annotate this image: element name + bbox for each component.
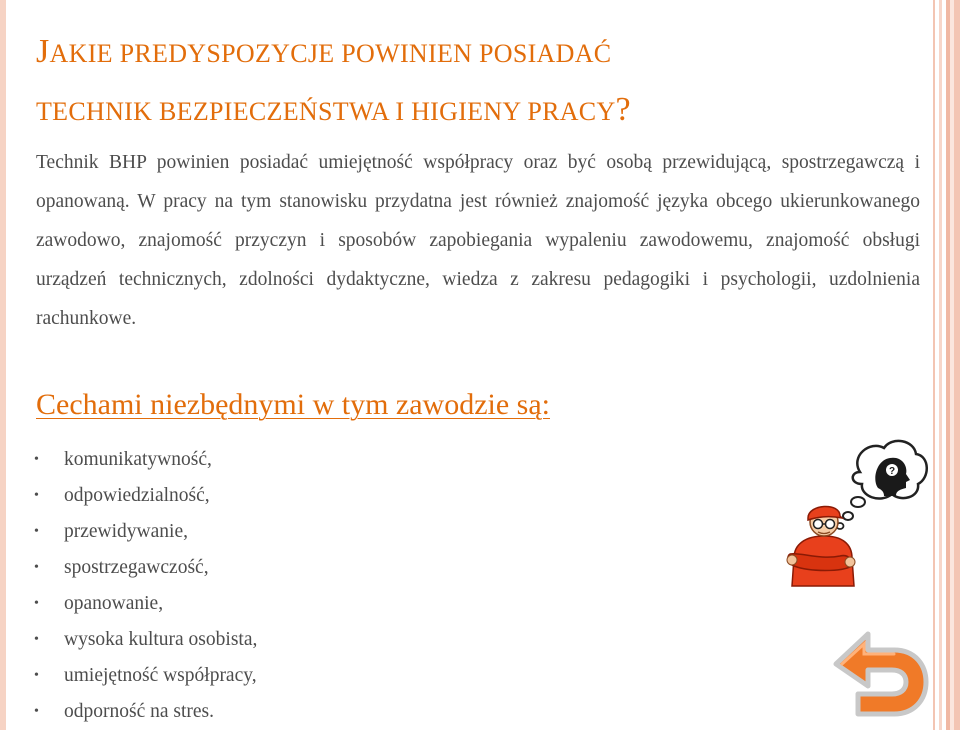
title-question-mark: ? — [615, 91, 631, 128]
title-line-1-text: AKIE PREDYSPOZYCJE POWINIEN POSIADAĆ — [49, 39, 612, 68]
list-item: • komunikatywność, — [34, 442, 257, 478]
list-item: • przewidywanie, — [34, 514, 257, 550]
title-line-2 — [36, 82, 916, 140]
title-line-2-text: TECHNIK BEZPIECZEŃSTWA I HIGIENY PRACY — [36, 97, 616, 126]
thinking-worker-icon — [780, 436, 930, 596]
traits-list — [34, 442, 257, 730]
back-arrow-icon — [836, 634, 926, 714]
list-item: • wysoka kultura osobista, — [34, 622, 257, 658]
list-item: • opanowanie, — [34, 586, 257, 622]
list-item: • spostrzegawczość, — [34, 550, 257, 586]
svg-text:?: ? — [888, 466, 896, 477]
left-border-stripe — [0, 0, 6, 730]
back-arrow-button[interactable] — [828, 626, 930, 722]
traits-heading: Cechami niezbędnymi w tym zawodzie są: — [36, 388, 550, 421]
description-paragraph: Technik BHP powinien posiadać umiejętność współpracy oraz być osobą przewidującą, spostrzegawczą i opanowaną. W pracy na tym stanowisku przydatna jest również znajomość języka obcego ukierunkowanego zawodowo, znajomość przyczyn i sposobów zapobiegania wypaleniu zawodowemu, znajomość obsługi urządzeń technicznych, zdolności dydaktyczne, wiedza z zakresu pedagogiki i psychologii, uzdolnienia rachunkowe. — [36, 152, 920, 329]
list-item: • odpowiedzialność, — [34, 478, 257, 514]
title-initial: J — [36, 33, 50, 70]
title-line-1 — [36, 24, 916, 82]
right-border-stripes — [930, 0, 960, 730]
list-item: • odporność na stres. — [34, 694, 257, 730]
list-item: • umiejętność współpracy, — [34, 658, 257, 694]
slide-title — [36, 24, 916, 140]
